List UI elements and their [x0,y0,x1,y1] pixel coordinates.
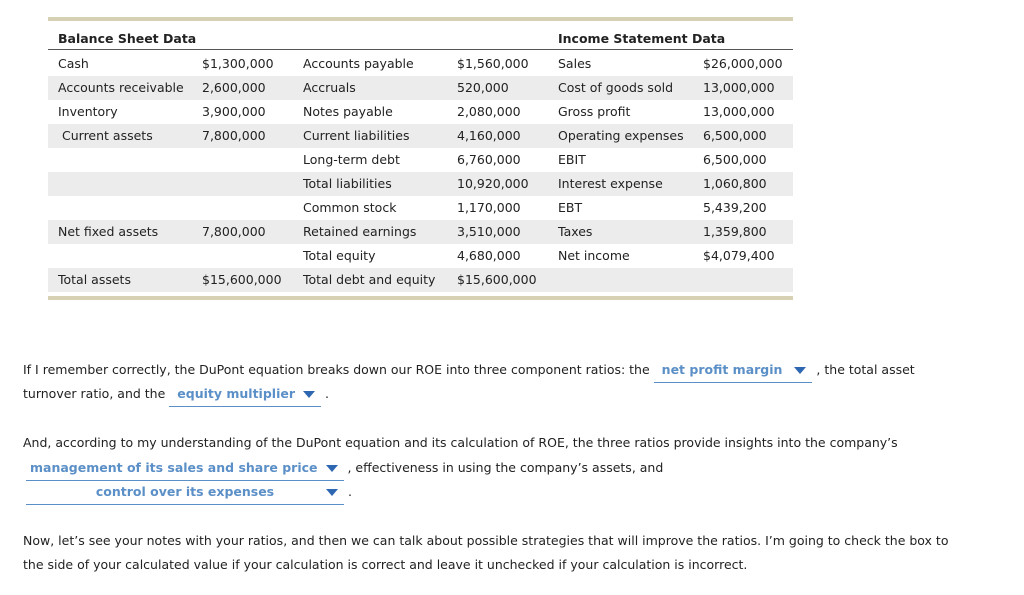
paragraph-line [23,431,898,455]
table-row [48,244,793,268]
table-row [48,196,793,220]
asset-value: 2,600,000 [202,80,266,95]
balance-sheet-title: Balance Sheet Data [58,31,197,46]
income-value: $26,000,000 [703,56,783,71]
liability-value: 4,680,000 [457,248,521,263]
liability-value: 4,160,000 [457,128,521,143]
table-bottom-rule [48,296,793,300]
paragraph-line [23,382,329,407]
asset-value: $15,600,000 [202,272,282,287]
income-value: 6,500,000 [703,128,767,143]
paragraph-text: , effectiveness in using the company’s assets, and [347,460,664,475]
liability-value: 2,080,000 [457,104,521,119]
asset-value: 7,800,000 [202,128,266,143]
income-label: Operating expenses [558,128,684,143]
income-value: 1,359,800 [703,224,767,239]
asset-value: $1,300,000 [202,56,274,71]
income-value: $4,079,400 [703,248,775,263]
liability-label: Retained earnings [303,224,417,239]
asset-label: Cash [58,56,89,71]
component-ratio-dropdown-2[interactable] [169,382,321,407]
paragraph-line [23,358,915,383]
paragraph-line [23,553,747,577]
liability-label: Accounts payable [303,56,414,71]
paragraph-text: turnover ratio, and the [23,386,166,401]
liability-value: 3,510,000 [457,224,521,239]
asset-value: 7,800,000 [202,224,266,239]
income-value: 5,439,200 [703,200,767,215]
chevron-down-icon [326,465,338,472]
paragraph-text: , the total asset [816,362,915,377]
income-value: 13,000,000 [703,80,775,95]
table-row [48,220,793,244]
income-label: Sales [558,56,592,71]
income-label: Interest expense [558,176,663,191]
liability-value: $15,600,000 [457,272,537,287]
liability-value: 520,000 [457,80,509,95]
chevron-down-icon [303,391,315,398]
asset-label: Net fixed assets [58,224,159,239]
table-row [48,172,793,196]
liability-label: Current liabilities [303,128,410,143]
dropdown-value: control over its expenses [95,484,275,499]
insight-dropdown-2[interactable] [26,480,344,505]
income-label: Cost of goods sold [558,80,674,95]
paragraph-text: Now, let’s see your notes with your ratios, and then we can talk about possible strategies that will improve the ratios. I’m going to check the box to [23,533,949,548]
liability-label: Common stock [303,200,397,215]
liability-value: 1,170,000 [457,200,521,215]
income-label: EBIT [558,152,586,167]
chevron-down-icon [794,367,806,374]
liability-label: Accruals [303,80,356,95]
liability-value: 6,760,000 [457,152,521,167]
table-row [48,52,793,76]
paragraph-text: If I remember correctly, the DuPont equation breaks down our ROE into three component ratios: the [23,362,650,377]
income-label: Net income [558,248,630,263]
paragraph-line [23,529,948,553]
paragraph-line [26,480,352,505]
paragraph-text: . [324,386,329,401]
table-row [48,100,793,124]
asset-value: 3,900,000 [202,104,266,119]
liability-label: Long-term debt [303,152,400,167]
income-statement-title: Income Statement Data [558,31,726,46]
liability-label: Total equity [303,248,376,263]
liability-value: $1,560,000 [457,56,529,71]
asset-label: Total assets [58,272,131,287]
insight-dropdown-1[interactable] [26,456,344,481]
income-value: 6,500,000 [703,152,767,167]
dropdown-value: management of its sales and share price [30,460,318,475]
asset-label: Current assets [62,128,153,143]
paragraph-text: . [347,484,352,499]
income-label: EBT [558,200,583,215]
paragraph-text: the side of your calculated value if your calculation is correct and leave it unchecked if your calculation is incorrect. [23,557,748,572]
dropdown-value: equity multiplier [177,386,295,401]
income-value: 1,060,800 [703,176,767,191]
dropdown-value: net profit margin [661,362,783,377]
asset-label: Inventory [58,104,118,119]
paragraph-line [26,456,663,481]
chevron-down-icon [326,489,338,496]
income-value: 13,000,000 [703,104,775,119]
liability-label: Notes payable [303,104,393,119]
paragraph-text: And, according to my understanding of the DuPont equation and its calculation of ROE, the three ratios provide insights into the company’s [23,435,898,450]
asset-label: Accounts receivable [58,80,184,95]
table-header-line [48,49,793,50]
liability-label: Total liabilities [303,176,392,191]
income-label: Gross profit [558,104,631,119]
component-ratio-dropdown-1[interactable] [654,358,813,383]
table-top-rule [48,17,793,21]
table-row [48,148,793,172]
liability-label: Total debt and equity [303,272,436,287]
liability-value: 10,920,000 [457,176,529,191]
income-label: Taxes [558,224,593,239]
